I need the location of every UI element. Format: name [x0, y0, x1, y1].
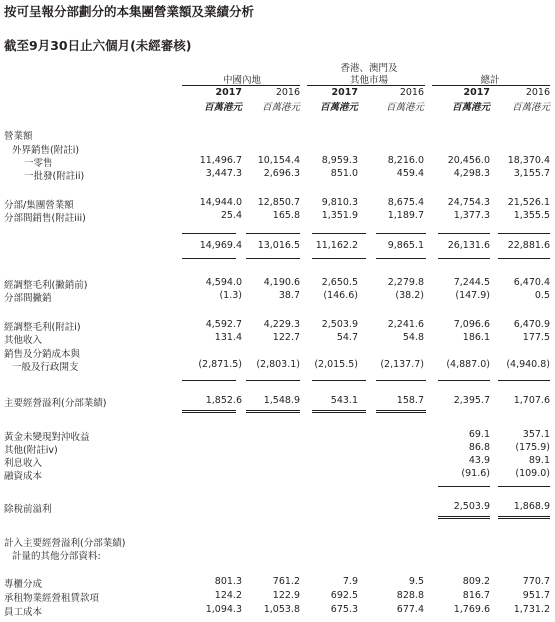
subtotal-rule — [376, 258, 426, 259]
table-cell: (146.6) — [323, 290, 358, 301]
row-label-core-operating-profit: 主要經營溢利(分部業績) — [4, 398, 107, 409]
table-cell: 1,053.8 — [263, 604, 300, 615]
header-rule — [182, 85, 300, 86]
subtotal-rule — [246, 258, 300, 259]
table-cell: 9,810.3 — [321, 197, 358, 208]
table-cell: 20,456.0 — [447, 155, 490, 166]
table-cell: 357.1 — [522, 429, 550, 440]
table-cell: 2,503.9 — [453, 501, 490, 512]
report-title: 按可呈報分部劃分的本集團營業額及業績分析 — [4, 4, 255, 19]
subtotal-rule — [312, 233, 366, 234]
table-cell: 11,162.2 — [315, 240, 358, 251]
group-header-total: 總計 — [480, 75, 500, 86]
table-cell: 1,094.3 — [205, 604, 242, 615]
table-cell: 25.4 — [220, 210, 242, 221]
subtotal-rule — [312, 380, 366, 381]
table-cell: 10,154.4 — [257, 155, 300, 166]
row-label-inter-segment-elimination: 分部間撇銷 — [4, 293, 52, 304]
table-cell: 122.7 — [272, 332, 300, 343]
table-cell: 2,503.9 — [321, 319, 358, 330]
unit-header: 百萬港元 — [451, 102, 490, 113]
table-cell: 14,944.0 — [199, 197, 242, 208]
table-cell: 131.4 — [214, 332, 242, 343]
table-cell: 9.5 — [408, 576, 424, 587]
table-cell: 14,969.4 — [199, 240, 242, 251]
table-cell: 54.7 — [336, 332, 358, 343]
table-cell: 2,696.3 — [263, 168, 300, 179]
subtotal-rule — [246, 233, 300, 234]
table-cell: 1,707.6 — [513, 395, 550, 406]
segment-underline — [246, 410, 300, 411]
table-cell: 8,959.3 — [321, 155, 358, 166]
table-cell: (147.9) — [455, 290, 490, 301]
table-cell: 6,470.4 — [513, 277, 550, 288]
table-cell: 8,675.4 — [387, 197, 424, 208]
table-cell: (4,940.8) — [506, 359, 550, 370]
table-cell: 177.5 — [522, 332, 550, 343]
table-cell: 2,241.6 — [387, 319, 424, 330]
table-cell: 22,881.6 — [507, 240, 550, 251]
year-header: 2017 — [215, 87, 242, 98]
table-cell: 809.2 — [462, 576, 490, 587]
segment-underline — [376, 410, 426, 411]
year-header: 2017 — [331, 87, 358, 98]
table-cell: (2,871.5) — [198, 359, 242, 370]
table-cell: 543.1 — [330, 395, 358, 406]
table-cell: 2,279.8 — [387, 277, 424, 288]
row-label-interest-income: 利息收入 — [4, 458, 43, 469]
row-label-selling-costs: 銷售及分銷成本與 — [4, 349, 81, 360]
table-cell: 4,592.7 — [205, 319, 242, 330]
table-cell: 7,244.5 — [453, 277, 490, 288]
header-rule — [307, 85, 425, 86]
row-label-inter-segment-sales: 分部間銷售(附註iii) — [4, 213, 86, 224]
table-cell: 459.4 — [396, 168, 424, 179]
table-cell: 4,190.6 — [263, 277, 300, 288]
table-cell: 1,377.3 — [453, 210, 490, 221]
table-cell: 26,131.6 — [447, 240, 490, 251]
table-cell: (175.9) — [515, 442, 550, 453]
segment-underline — [182, 410, 236, 411]
group-header-line1: 香港、澳門及 — [340, 63, 398, 74]
table-cell: (4,887.0) — [446, 359, 490, 370]
total-underline — [438, 518, 490, 519]
table-cell: 2,395.7 — [453, 395, 490, 406]
subtotal-rule — [438, 486, 490, 487]
table-cell: 24,754.3 — [447, 197, 490, 208]
subtotal-rule — [498, 233, 550, 234]
table-cell: 951.7 — [522, 590, 550, 601]
table-cell: 1,852.6 — [205, 395, 242, 406]
table-cell: 158.7 — [396, 395, 424, 406]
table-cell: 21,526.1 — [507, 197, 550, 208]
table-cell: 2,650.5 — [321, 277, 358, 288]
table-cell: 4,298.3 — [453, 168, 490, 179]
table-cell: 3,447.3 — [205, 168, 242, 179]
row-label-staff-costs: 員工成本 — [4, 607, 43, 618]
row-label-retail: 一零售 — [24, 158, 53, 169]
row-label-wholesale: 一批發(附註ii) — [24, 171, 85, 182]
table-cell: 89.1 — [528, 455, 550, 466]
table-cell: 3,155.7 — [513, 168, 550, 179]
table-cell: 11,496.7 — [199, 155, 242, 166]
table-cell: 12,850.7 — [257, 197, 300, 208]
unit-header: 百萬港元 — [319, 102, 358, 113]
subtotal-rule — [498, 380, 550, 381]
table-cell: (91.6) — [461, 468, 490, 479]
row-label-others: 其他(附註iv) — [4, 445, 58, 456]
row-label-other-segment-info: 計量的其他分部資料: — [12, 551, 101, 562]
row-label-segment-turnover: 分部/集團營業額 — [4, 200, 74, 211]
table-cell: 38.7 — [278, 290, 300, 301]
subtotal-rule — [438, 233, 490, 234]
table-cell: 124.2 — [214, 590, 242, 601]
row-label-adjusted-gross-profit: 經調整毛利(附註i) — [4, 322, 81, 333]
row-label-finance-costs: 融資成本 — [4, 471, 43, 482]
segment-underline — [246, 412, 300, 413]
unit-header: 百萬港元 — [385, 102, 424, 113]
table-cell: 69.1 — [468, 429, 490, 440]
header-rule — [432, 85, 550, 86]
subtotal-rule — [498, 486, 550, 487]
table-cell: 816.7 — [462, 590, 490, 601]
table-cell: 7.9 — [342, 576, 358, 587]
table-cell: (38.2) — [395, 290, 424, 301]
segment-underline — [182, 412, 236, 413]
row-label-lease-payments: 承租物業經營租賃款項 — [4, 593, 100, 604]
subtotal-rule — [376, 233, 426, 234]
total-underline — [498, 516, 550, 517]
row-label-adjusted-gross-profit-before: 經調整毛利(撇銷前) — [4, 280, 88, 291]
table-cell: 13,016.5 — [257, 240, 300, 251]
subtotal-rule — [182, 258, 236, 259]
table-cell: 770.7 — [522, 576, 550, 587]
table-cell: 6,470.9 — [513, 319, 550, 330]
subtotal-rule — [438, 258, 490, 259]
table-cell: (1.3) — [219, 290, 242, 301]
unit-header: 百萬港元 — [511, 102, 550, 113]
table-cell: 18,370.4 — [507, 155, 550, 166]
table-cell: 675.3 — [330, 604, 358, 615]
segment-underline — [312, 412, 366, 413]
row-label-turnover: 營業額 — [4, 131, 33, 142]
table-cell: 692.5 — [330, 590, 358, 601]
table-cell: 7,096.6 — [453, 319, 490, 330]
row-label-other-income: 其他收入 — [4, 335, 43, 346]
subtotal-rule — [246, 380, 300, 381]
row-label-included-in-core: 計入主要經營溢利(分部業績) — [4, 538, 126, 549]
row-label-concessionaire-fees: 專櫃分成 — [4, 579, 43, 590]
table-cell: 1,189.7 — [387, 210, 424, 221]
table-cell: (2,015.5) — [314, 359, 358, 370]
table-cell: 0.5 — [534, 290, 550, 301]
table-cell: 1,731.2 — [513, 604, 550, 615]
total-underline — [498, 518, 550, 519]
table-cell: 1,548.9 — [263, 395, 300, 406]
table-cell: (2,137.7) — [380, 359, 424, 370]
table-cell: 1,355.5 — [513, 210, 550, 221]
subtotal-rule — [498, 258, 550, 259]
table-cell: 4,229.3 — [263, 319, 300, 330]
table-cell: (2,803.1) — [256, 359, 300, 370]
subtotal-rule — [438, 380, 490, 381]
unit-header: 百萬港元 — [203, 102, 242, 113]
table-cell: 54.8 — [402, 332, 424, 343]
total-underline — [438, 516, 490, 517]
table-cell: 1,351.9 — [321, 210, 358, 221]
table-cell: 186.1 — [462, 332, 490, 343]
table-cell: 801.3 — [214, 576, 242, 587]
table-cell: 677.4 — [396, 604, 424, 615]
group-header-hk-macau: 其他市場 — [349, 75, 388, 86]
table-cell: 1,769.6 — [453, 604, 490, 615]
subtotal-rule — [376, 380, 426, 381]
table-cell: 851.0 — [330, 168, 358, 179]
year-header: 2016 — [399, 87, 424, 98]
table-cell: 828.8 — [396, 590, 424, 601]
table-cell: 43.9 — [468, 455, 490, 466]
row-label-profit-before-tax: 除稅前溢利 — [4, 504, 52, 515]
table-cell: (109.0) — [515, 468, 550, 479]
table-cell: 1,868.9 — [513, 501, 550, 512]
row-label-admin-expenses: 一般及行政開支 — [12, 362, 79, 373]
segment-underline — [312, 410, 366, 411]
year-header: 2016 — [525, 87, 550, 98]
segment-underline — [376, 412, 426, 413]
year-header: 2017 — [463, 87, 490, 98]
table-cell: 86.8 — [468, 442, 490, 453]
group-header-mainland: 中國內地 — [222, 75, 261, 86]
subtotal-rule — [182, 380, 236, 381]
year-header: 2016 — [275, 87, 300, 98]
table-cell: 761.2 — [272, 576, 300, 587]
subtotal-rule — [312, 258, 366, 259]
row-label-gold-hedge-gain: 黃金未變現對沖收益 — [4, 432, 90, 443]
subtotal-rule — [182, 233, 236, 234]
table-cell: 122.9 — [272, 590, 300, 601]
table-cell: 9,865.1 — [387, 240, 424, 251]
table-cell: 165.8 — [272, 210, 300, 221]
report-subtitle: 截至9月30日止六個月(未經審核) — [4, 38, 192, 53]
table-cell: 8,216.0 — [387, 155, 424, 166]
row-label-external-sales: 外界銷售(附註i) — [12, 145, 80, 156]
table-cell: 4,594.0 — [205, 277, 242, 288]
unit-header: 百萬港元 — [261, 102, 300, 113]
